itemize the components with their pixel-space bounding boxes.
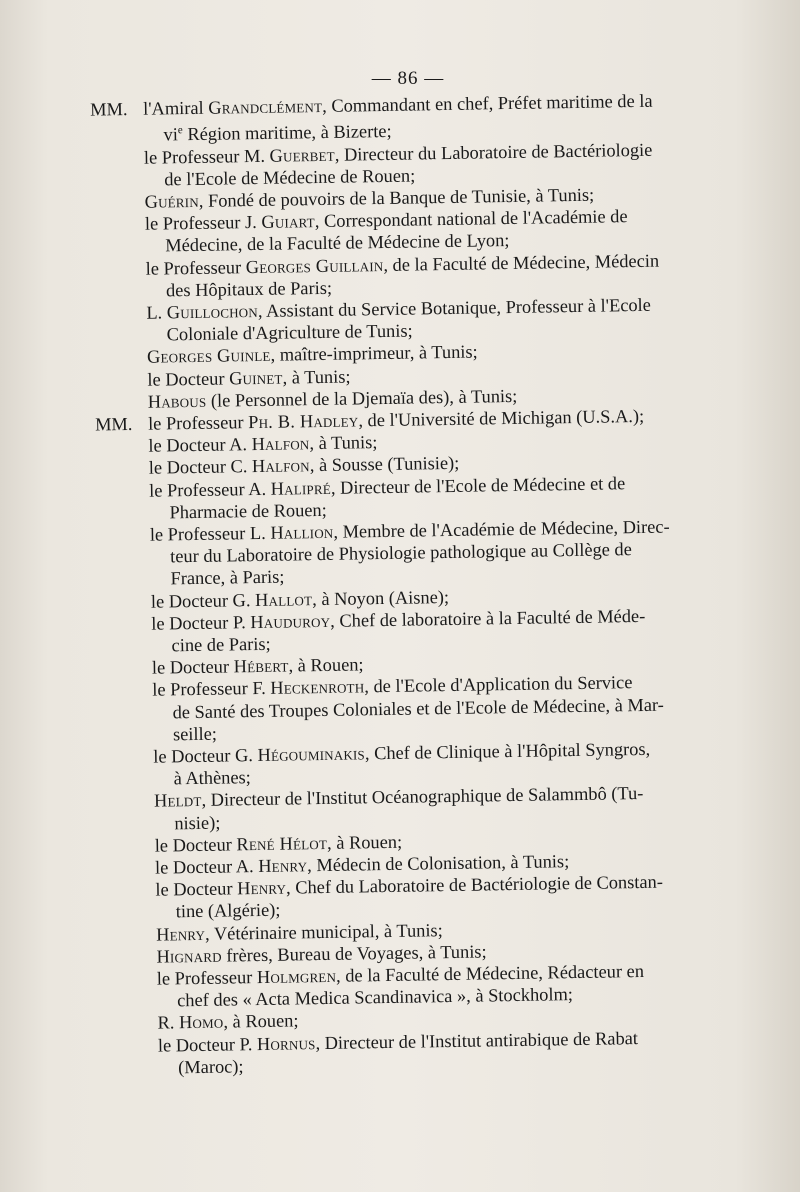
- entry-text: seille;: [172, 723, 218, 745]
- entry-text: France, à Paris;: [170, 566, 285, 589]
- entry-text: R.: [157, 1012, 180, 1034]
- list-entry: [152, 670, 750, 746]
- entry-text: , Directeur du Laboratoire de Bactériologie: [334, 139, 653, 165]
- person-name: Georges Guinle: [146, 345, 271, 368]
- entry-text: L.: [146, 302, 167, 323]
- entry-text: , à Tunis;: [282, 366, 351, 388]
- entry-text: à Athènes;: [173, 767, 251, 789]
- entry-text: , Fondé de pouvoirs de la Banque de Tunisie, à Tunis;: [198, 184, 595, 211]
- person-name: Halipré: [270, 477, 332, 499]
- entry-text: , à Rouen;: [288, 654, 364, 676]
- entry-text: , Chef de laboratoire à la Faculté de Méde-: [330, 605, 646, 631]
- entry-text: , Chef du Laboratoire de Bactériologie de Constan-: [285, 871, 664, 898]
- person-name: Holmgren: [256, 965, 337, 988]
- entry-text: , de la Faculté de Médecine, Rédacteur en: [335, 961, 645, 986]
- person-name: Hallion: [270, 521, 334, 543]
- entry-text: le Professeur: [156, 967, 258, 989]
- entry-text: le Docteur C.: [148, 456, 253, 479]
- list-entry: [158, 1025, 756, 1079]
- entry-text: teur du Laboratoire de Physiologie pathologique au Collège de: [170, 539, 632, 567]
- entry-text: le Docteur G.: [150, 589, 256, 612]
- person-name: Guérin: [144, 190, 199, 212]
- entry-text: , Membre de l'Académie de Médecine, Direc-: [333, 516, 670, 542]
- entry-text: Région maritime, à Bizerte;: [182, 121, 392, 145]
- person-name: Henry: [155, 923, 206, 945]
- person-name: Guinet: [228, 367, 283, 388]
- person-name: Homo: [178, 1012, 224, 1033]
- person-name: Guiart: [261, 211, 315, 233]
- person-name: Guillochon: [166, 300, 259, 323]
- page-number: — 86 —: [371, 68, 445, 89]
- entry-text: (le Personnel de la Djemaïa des), à Tunis;: [206, 385, 518, 411]
- entry-text: Pharmacie de Rouen;: [169, 499, 327, 523]
- entry-text: cine de Paris;: [171, 633, 271, 656]
- entry-text: le Professeur A.: [148, 478, 271, 501]
- entry-text: , Directeur de l'Institut antirabique de Rabat: [315, 1027, 639, 1053]
- entry-text: le Docteur A.: [148, 434, 252, 456]
- person-name: Henry: [258, 855, 308, 877]
- entry-text: , de la Faculté de Médecine, Médecin: [383, 250, 660, 275]
- entry-text: le Professeur M.: [143, 145, 270, 168]
- person-name: Hallot: [254, 588, 313, 610]
- person-name: Heckenroth: [270, 676, 365, 699]
- entry-text: , Assistant du Service Botanique, Professeur à l'Ecole: [257, 294, 652, 321]
- entry-text: chef des « Acta Medica Scandinavica », à Stockholm;: [177, 984, 574, 1011]
- person-name: Hignard: [156, 945, 222, 967]
- entry-text: de Santé des Troupes Coloniales et de l'Ecole de Médecine, à Mar-: [172, 694, 664, 722]
- entry-text: Médecine, de la Faculté de Médecine de Lyon;: [165, 230, 510, 256]
- entry-text: l'Amiral: [142, 97, 209, 119]
- entry-text: le Docteur: [147, 367, 230, 390]
- entry-text: le Docteur P.: [151, 611, 251, 634]
- entry-text: le Professeur F.: [152, 678, 271, 701]
- entry-text: , Commandant en chef, Préfet maritime de la: [322, 90, 653, 116]
- entry-text: , de l'Ecole d'Application du Service: [364, 672, 633, 697]
- entry-text: , Directeur de l'Institut Océanographique de Salammbô (Tu-: [201, 783, 644, 811]
- person-name: Henry: [236, 877, 287, 899]
- person-name: Hébert: [233, 655, 289, 677]
- person-name: Habous: [147, 390, 207, 412]
- entry-text: le Docteur: [151, 656, 234, 678]
- list-entry: [150, 514, 748, 590]
- entry-text: (Maroc);: [178, 1056, 244, 1078]
- entry-text: le Professeur: [145, 256, 246, 279]
- person-name: Hauduroy: [250, 610, 331, 632]
- entry-text: le Docteur: [154, 834, 237, 856]
- member-list: [0, 87, 800, 1081]
- entry-text: , à Rouen;: [326, 831, 403, 853]
- person-name: Halfon: [251, 433, 310, 455]
- entry-text: Coloniale d'Agriculture de Tunis;: [166, 320, 413, 345]
- entry-text: le Docteur G.: [153, 745, 258, 767]
- entry-text: le Docteur: [155, 878, 238, 900]
- entry-text: , Chef de Clinique à l'Hôpital Syngros,: [364, 738, 651, 764]
- entry-text: le Professeur: [147, 412, 249, 434]
- person-name: Halfon: [251, 455, 310, 477]
- entry-text: , à Rouen;: [223, 1010, 299, 1033]
- person-name: Hornus: [256, 1032, 316, 1054]
- entry-text: , maître-imprimeur, à Tunis;: [270, 341, 478, 366]
- entry-text: , à Sousse (Tunisie);: [309, 453, 460, 476]
- entry-text: le Docteur P.: [157, 1033, 258, 1056]
- entry-text: , Correspondant national de l'Académie de: [314, 206, 628, 232]
- entry-text: des Hôpitaux de Paris;: [165, 277, 333, 301]
- entry-text: , à Noyon (Aisne);: [311, 586, 450, 609]
- entry-text: nisie);: [174, 812, 221, 833]
- entry-text: le Professeur L.: [149, 522, 271, 545]
- person-name: Guerbet: [269, 144, 335, 166]
- entry-text: , Vétérinaire municipal, à Tunis;: [204, 919, 443, 944]
- entry-text: le Docteur A.: [154, 856, 259, 878]
- person-name: Ph. B. Hadley: [248, 410, 359, 433]
- entry-text: , de l'Université de Michigan (U.S.A.);: [358, 405, 645, 431]
- entry-text: le Professeur J.: [144, 212, 262, 234]
- entry-prefix: MM.: [94, 413, 133, 435]
- entry-text: de l'Ecole de Médecine de Rouen;: [164, 165, 416, 190]
- entry-text: frères, Bureau de Voyages, à Tunis;: [221, 941, 487, 966]
- person-name: René Hélot: [236, 832, 328, 855]
- entry-prefix: MM.: [90, 99, 128, 120]
- entry-text: tine (Algérie);: [175, 900, 281, 922]
- person-name: Grandclément: [208, 95, 323, 118]
- entry-text: vi: [163, 124, 179, 145]
- entry-text: , Directeur de l'Ecole de Médecine et de: [330, 472, 626, 498]
- person-name: Georges Guillain: [245, 254, 384, 277]
- entry-text: , Médecin de Colonisation, à Tunis;: [307, 851, 570, 876]
- person-name: Hégouminakis: [257, 743, 366, 766]
- entry-text: e: [177, 124, 183, 137]
- entry-text: , à Tunis;: [309, 432, 378, 454]
- person-name: Heldt: [153, 790, 202, 812]
